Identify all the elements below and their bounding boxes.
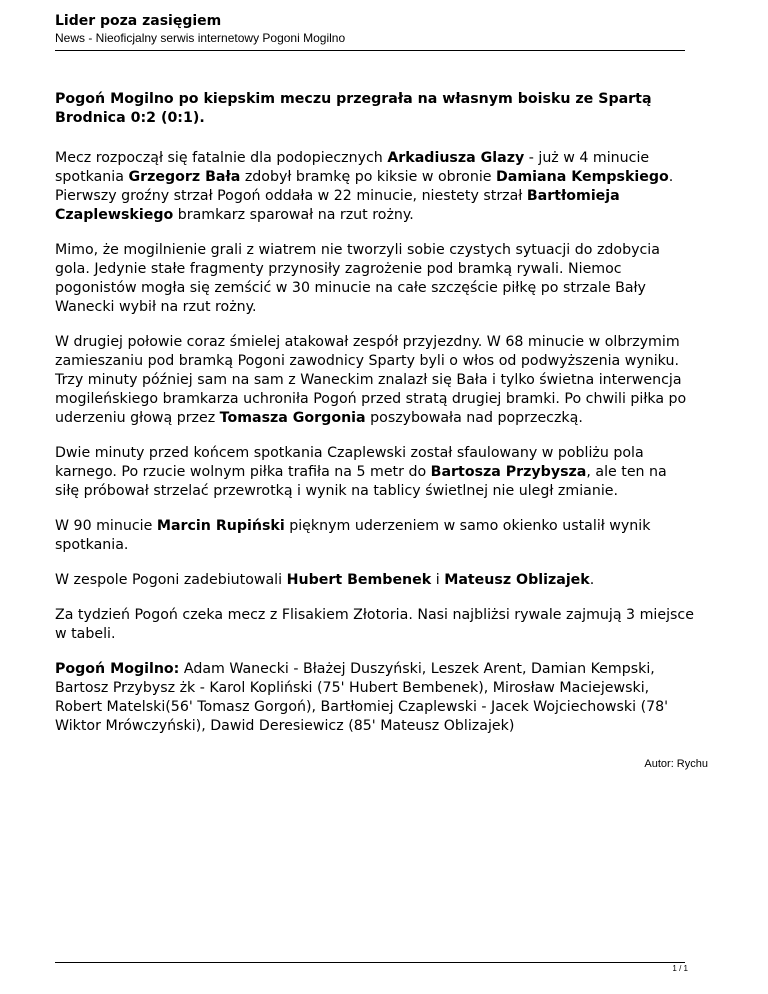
text: i xyxy=(431,572,445,588)
page-number: 1 / 1 xyxy=(672,964,688,973)
text: , ale ten na siłę próbował strzelać przewrotką i wynik na tablicy świetlnej nie uległ zmianie. xyxy=(55,464,667,499)
player-name: Marcin Rupiński xyxy=(156,518,285,534)
text: W zespole Pogoni zadebiutowali xyxy=(55,572,287,588)
player-name: Arkadiusza Glazy xyxy=(387,150,525,166)
paragraph-4 xyxy=(55,444,695,501)
article-author: Autor: Rychu xyxy=(644,758,708,770)
text: Mecz rozpoczął się fatalnie dla podopiecznych xyxy=(55,150,388,166)
text: W 90 minucie xyxy=(55,518,157,534)
text: - już w 4 minucie spotkania xyxy=(55,150,650,185)
paragraph-6 xyxy=(55,571,695,590)
paragraph-3 xyxy=(55,333,695,428)
paragraph-5 xyxy=(55,517,695,555)
paragraph-1 xyxy=(55,149,695,225)
text: bramkarz sparował na rzut rożny. xyxy=(173,207,414,223)
paragraph-7: Za tydzień Pogoń czeka mecz z Flisakiem Złotoria. Nasi najbliżsi rywale zajmują 3 miejsce w tabeli. xyxy=(55,607,694,642)
player-name: Bartosza Przybysza xyxy=(430,464,587,480)
header-divider xyxy=(55,50,685,51)
text: . Pierwszy groźny strzał Pogoń oddała w 22 minucie, niestety strzał xyxy=(55,169,674,204)
player-name: Mateusz Oblizajek xyxy=(444,572,590,588)
site-title: Lider poza zasięgiem xyxy=(55,13,222,29)
site-subtitle: News - Nieoficjalny serwis internetowy Pogoni Mogilno xyxy=(55,31,346,45)
text: poszybowała nad poprzeczką. xyxy=(365,410,583,426)
text: Dwie minuty przed końcem spotkania Czaplewski został sfaulowany w pobliżu pola karnego. Po rzucie wolnym piłka trafiła na 5 metr do xyxy=(55,445,644,480)
player-name: Grzegorz Bała xyxy=(128,169,241,185)
lineup-paragraph xyxy=(55,660,695,736)
text: pięknym uderzeniem w samo okienko ustalił wynik spotkania. xyxy=(55,518,651,553)
text: zdobył bramkę po kiksie w obronie xyxy=(240,169,497,185)
article-body xyxy=(55,90,695,752)
player-name: Tomasza Gorgonia xyxy=(219,410,366,426)
player-name: Bartłomieja Czaplewskiego xyxy=(55,188,620,223)
text: . xyxy=(589,572,595,588)
player-name: Damiana Kempskiego xyxy=(496,169,669,185)
paragraph-2: Mimo, że mogilnienie grali z wiatrem nie tworzyli sobie czystych sytuacji do zdobycia gola. Jedynie stałe fragmenty przynosiły zagrożenie pod bramką rywali. Niemoc pogonistów mogła się zemścić w 30 minucie na całe szczęście piłkę po strzale Bały Wanecki wybił na rzut rożny. xyxy=(55,242,660,315)
lineup-text: Adam Wanecki - Błażej Duszyński, Leszek Arent, Damian Kempski, Bartosz Przybysz żk - Karol Kopliński (75' Hubert Bembenek), Mirosław Maciejewski, Robert Matelski(56' Tomasz Gorgoń), Bartłomiej Czaplewski - Jacek Wojciechowski (78' Wiktor Mrówczyński), Dawid Deresiewicz (85' Mateusz Oblizajek) xyxy=(55,661,669,734)
text: W drugiej połowie coraz śmielej atakował zespół przyjezdny. W 68 minucie w olbrzymim zamieszaniu pod bramką Pogoni zawodnicy Sparty byli o włos od podwyższenia wyniku. Trzy minuty później sam na sam z Waneckim znalazł się Bała i tylko świetna interwencja mogileńskiego bramkarza uchroniła Pogoń przed stratą drugiej bramki. Po chwili piłka po uderzeniu głową przez xyxy=(55,334,687,426)
footer-divider xyxy=(55,962,685,963)
player-name: Hubert Bembenek xyxy=(286,572,432,588)
article-headline: Pogoń Mogilno po kiepskim meczu przegrała na własnym boisku ze Spartą Brodnica 0:2 (0:1). xyxy=(55,91,652,126)
lineup-label: Pogoń Mogilno: xyxy=(55,661,180,677)
page-header xyxy=(55,12,685,46)
